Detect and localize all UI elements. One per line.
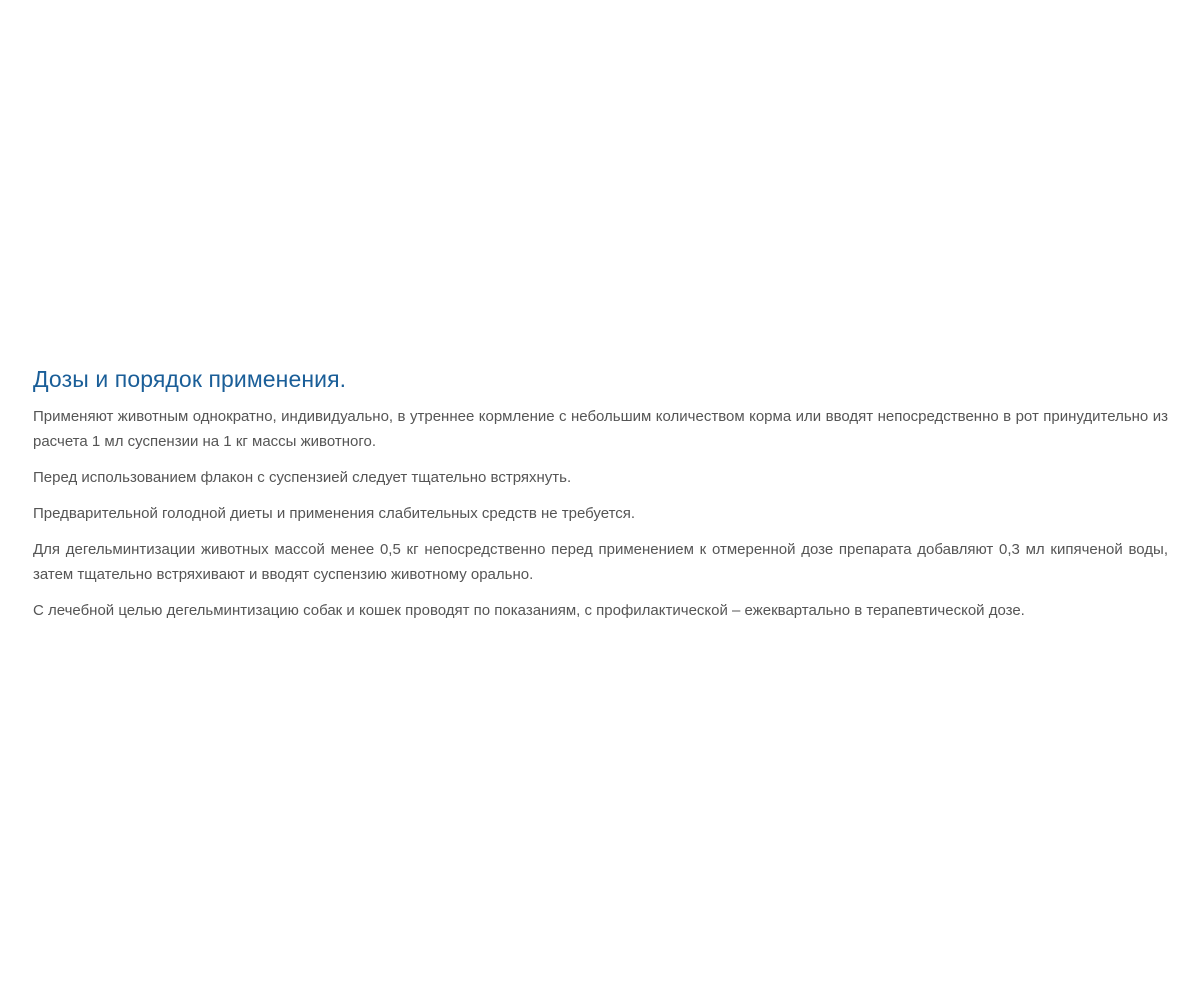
paragraph-shake: Перед использованием флакон с суспензией следует тщательно встряхнуть. bbox=[33, 469, 572, 486]
paragraph-small-animals: Для дегельминтизации животных массой менее 0,5 кг непосредственно перед применением к отмеренной дозе препарата добавляют 0,3 мл кипяченой воды, затем тщательно встряхивают и вводят суспензию животному орально. bbox=[33, 541, 1168, 583]
section-heading: Дозы и порядок применения. bbox=[33, 366, 347, 392]
paragraph-administration: Применяют животным однократно, индивидуально, в утреннее кормление с небольшим количеством корма или вводят непосредственно в рот принудительно из расчета 1 мл суспензии на 1 кг массы животного. bbox=[33, 408, 1168, 450]
paragraph-schedule: С лечебной целью дегельминтизацию собак и кошек проводят по показаниям, с профилактической – ежеквартально в терапевтической дозе. bbox=[33, 602, 1025, 619]
paragraph-no-diet: Предварительной голодной диеты и применения слабительных средств не требуется. bbox=[33, 505, 636, 522]
dosage-section bbox=[33, 364, 1168, 634]
